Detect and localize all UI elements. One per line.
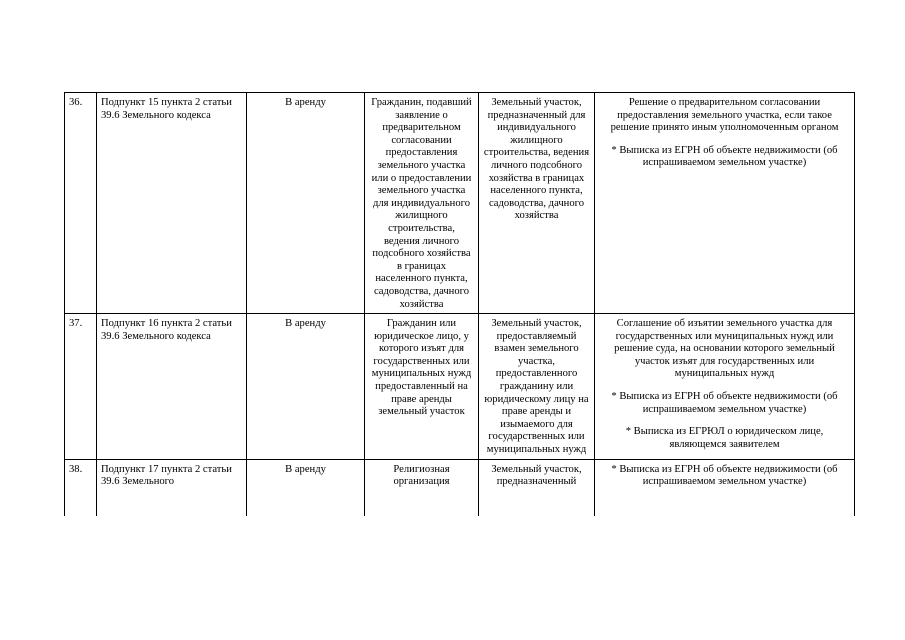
document-item: Соглашение об изъятии земельного участка для государственных или муниципальных нужд или решение суда, на основании которого земельный участок изъят для государственных или муниципальных нужд: [614, 318, 835, 380]
land-plot: Земельный участок, предоставляемый взамен земельного участка, предоставленного гражданину или юридическому лицу на праве аренды и изымаемого для государственных или муниципальных нужд: [479, 314, 595, 460]
required-documents: [595, 314, 855, 460]
table-row: [65, 93, 855, 314]
required-documents: [595, 93, 855, 314]
land-plot: Земельный участок, предназначенный для индивидуального жилищного строительства, ведения личного подсобного хозяйства в границах населенного пункта, садоводства, дачного хозяйства: [479, 93, 595, 314]
table-row: [65, 314, 855, 460]
document-item: * Выписка из ЕГРН об объекте недвижимости (об испрашиваемом земельном участке): [611, 391, 838, 415]
document-item: * Выписка из ЕГРН об объекте недвижимости (об испрашиваемом земельном участке): [611, 144, 838, 169]
row-number: 38.: [65, 459, 97, 516]
document-item: * Выписка из ЕГРН об объекте недвижимости (об испрашиваемом земельном участке): [611, 463, 838, 488]
legal-basis: Подпункт 17 пункта 2 статьи 39.6 Земельного: [97, 459, 247, 516]
provision-type: В аренду: [247, 459, 365, 516]
legal-basis: Подпункт 16 пункта 2 статьи 39.6 Земельного кодекса: [97, 314, 247, 460]
applicant: Религиозная организация: [365, 459, 479, 516]
land-provision-table: [64, 92, 855, 516]
provision-type: В аренду: [247, 314, 365, 460]
table-row: [65, 459, 855, 516]
row-number: 36.: [65, 93, 97, 314]
legal-basis: Подпункт 15 пункта 2 статьи 39.6 Земельного кодекса: [97, 93, 247, 314]
required-documents: [595, 459, 855, 516]
provision-type: В аренду: [247, 93, 365, 314]
applicant: Гражданин или юридическое лицо, у которого изъят для государственных или муниципальных нужд предоставленный на праве аренды земельный участок: [365, 314, 479, 460]
row-number: 37.: [65, 314, 97, 460]
document-item: * Выписка из ЕГРЮЛ о юридическом лице, являющемся заявителем: [625, 426, 824, 450]
applicant: Гражданин, подавший заявление о предварительном согласовании предоставления земельного участка или о предоставлении земельного участка для индивидуального жилищного строительства, ведения личного подсобного хозяйства в границах населенного пункта, садоводства, дачного хозяйства: [365, 93, 479, 314]
document-item: Решение о предварительном согласовании предоставления земельного участка, если такое решение принято иным уполномоченным органом: [610, 97, 839, 134]
land-plot: Земельный участок, предназначенный: [479, 459, 595, 516]
